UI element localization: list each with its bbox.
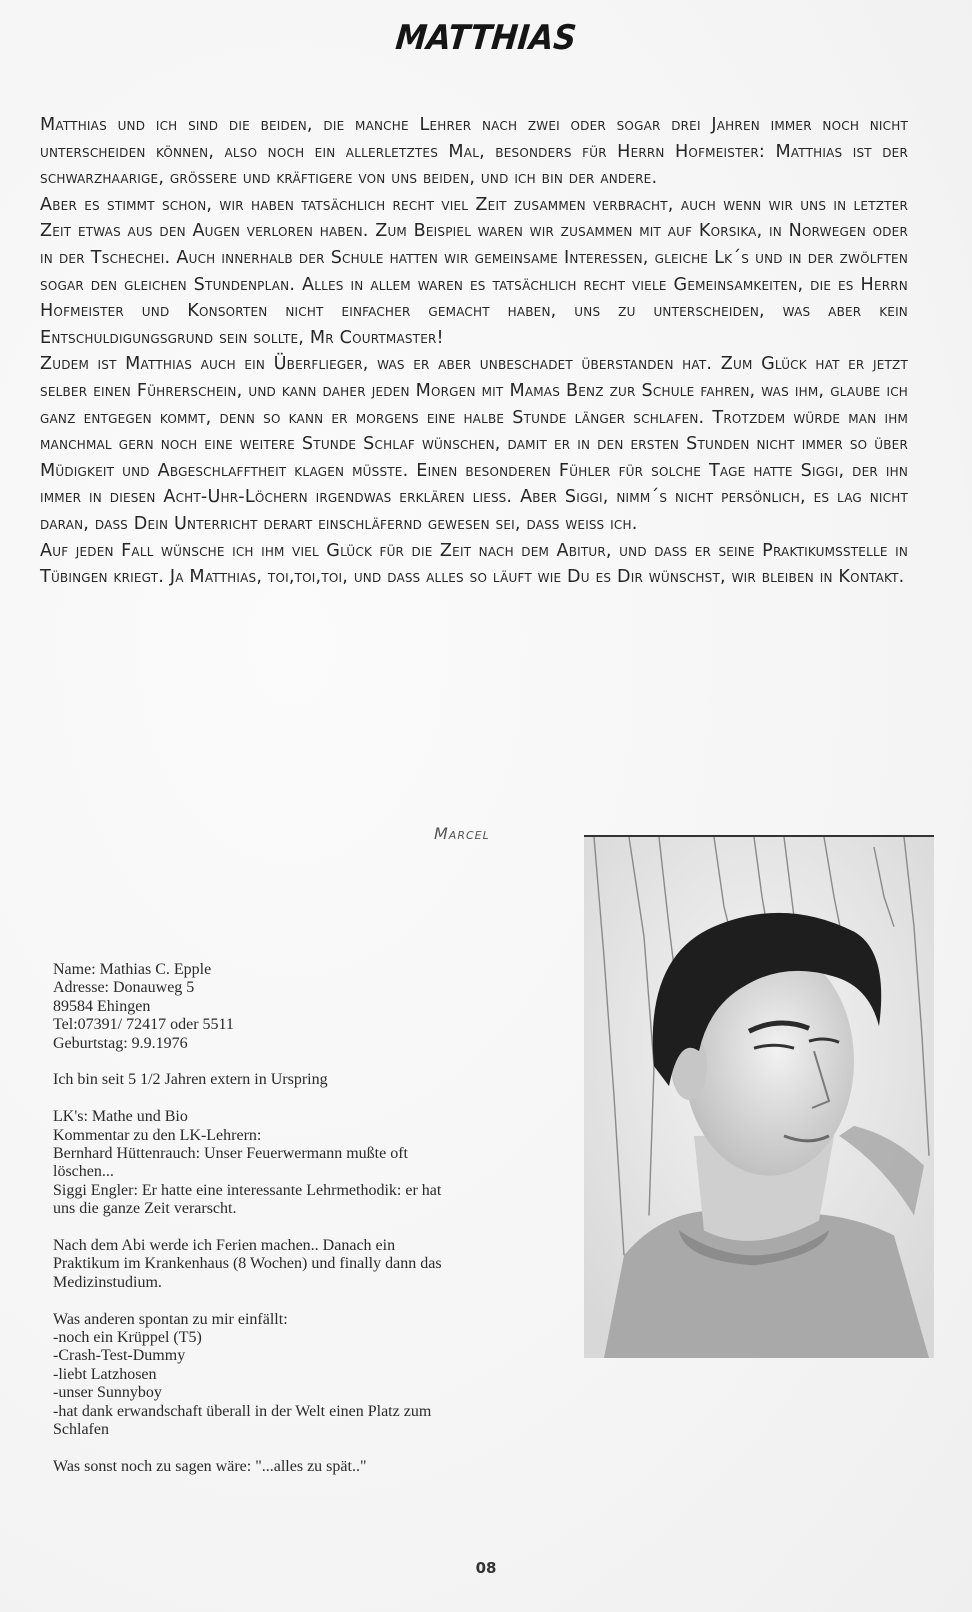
- profile-others-item: -Crash-Test-Dummy: [53, 1347, 186, 1365]
- essay-text: [40, 112, 908, 591]
- page-number: 08: [475, 1559, 497, 1577]
- page-title: MATTHIAS: [393, 18, 579, 58]
- profile-birthday: Geburtstag: 9.9.1976: [53, 1034, 188, 1052]
- spacer: [53, 1292, 553, 1310]
- profile-closing: Was sonst noch zu sagen wäre: "...alles zu spät..": [53, 1457, 367, 1475]
- profile-others-item: -unser Sunnyboy: [53, 1384, 162, 1402]
- portrait-illustration: [584, 837, 934, 1358]
- profile-others-item: Schlafen: [53, 1421, 109, 1439]
- essay-paragraph: Auf jeden Fall wünsche ich ihm viel Glück für die Zeit nach dem Abitur, und daß er seine Praktikumsstelle in Tübingen kriegt. Ja Matthias, toi,toi,toi, und daß alles so läuft wie Du es Dir wünschst, wir bleiben in Kontakt.: [40, 540, 908, 588]
- profile-comment: Bernhard Hüttenrauch: Unser Feuerwermann mußte oft: [53, 1145, 408, 1163]
- profile-comment: löschen...: [53, 1163, 114, 1181]
- essay-paragraph: Zudem ist Matthias auch ein Überflieger, was er aber unbeschadet überstanden hat. Zum Glück hat er jetzt selber einen Führerschein, und kann daher jeden Morgen mit Mamas Benz zur Schule fahren, was ihm, glaube ich ganz entgegen kommt, denn so kann er morgens eine halbe Stunde länger schlafen. Trotzdem würde man ihm manchmal gern noch eine weitere Stunde Schlaf wünschen, damit er in den ersten Stunden nicht immer so über Müdigkeit und Abgeschlafftheit klagen müsste. Einen besonderen Fühler für solche Tage hatte Siggi, der ihn immer in diesen Acht-Uhr-Löchern irgendwas erklären ließ. Aber Siggi, nimm´s nicht persönlich, es lag nicht daran, daß Dein Unterricht derart einschläfernd gewesen sei, daß weiß ich.: [40, 354, 908, 534]
- profile-phone: Tel:07391/ 72417 oder 5511: [53, 1016, 234, 1034]
- essay-paragraph: Aber es stimmt schon, wir haben tatsächlich recht viel Zeit zusammen verbracht, auch wenn wir uns in letzter Zeit etwas aus den Augen verloren haben. Zum Beispiel waren wir zusammen mit auf Korsika, in Norwegen oder in der Tschechei. Auch innerhalb der Schule hatten wir gemeinsame Interessen, gleiche Lk´s und in der zwölften sogar den gleichen Stundenplan. Alles in allem waren es tatsächlich recht viele Gemeinsamkeiten, die es Herrn Hofmeister und Konsorten nicht einfacher gemacht haben, uns zu unterscheiden, was aber kein Entschuldigungsgrund sein sollte, Mr Courtmaster!: [40, 194, 908, 348]
- profile-city: 89584 Ehingen: [53, 997, 151, 1015]
- profile-others-item: -liebt Latzhosen: [53, 1365, 157, 1383]
- spacer: [53, 1053, 553, 1071]
- essay-signature: Marcel: [434, 824, 490, 843]
- profile-extern: Ich bin seit 5 1/2 Jahren extern in Urspring: [53, 1071, 328, 1089]
- profile-lks: LK's: Mathe und Bio: [53, 1108, 188, 1126]
- portrait-photo: [584, 835, 934, 1358]
- profile-comment: uns die ganze Zeit verarscht.: [53, 1200, 237, 1218]
- profile-others-item: -hat dank erwandschaft überall in der Welt einen Platz zum: [53, 1402, 432, 1420]
- profile-comment-heading: Kommentar zu den LK-Lehrern:: [53, 1126, 262, 1144]
- spacer: [53, 1440, 553, 1458]
- profile-plans: Praktikum im Krankenhaus (8 Wochen) und finally dann das: [53, 1255, 442, 1273]
- spacer: [53, 1090, 553, 1108]
- essay-paragraph: Matthias und ich sind die beiden, die manche Lehrer nach zwei oder sogar drei Jahren immer noch nicht unterscheiden können, also noch ein allerletztes Mal, besonders für Herrn Hofmeister: Matthias ist der schwarzhaarige, größere und kräftigere von uns beiden, und ich bin der andere.: [40, 115, 908, 189]
- profile-others-item: -noch ein Krüppel (T5): [53, 1329, 202, 1347]
- profile-comment: Siggi Engler: Er hatte eine interessante Lehrmethodik: er hat: [53, 1181, 442, 1199]
- profile-others-heading: Was anderen spontan zu mir einfällt:: [53, 1310, 288, 1328]
- profile-name: Name: Mathias C. Epple: [53, 961, 212, 978]
- spacer: [53, 1219, 553, 1237]
- profile-address: Adresse: Donauweg 5: [53, 979, 195, 997]
- profile-plans: Nach dem Abi werde ich Ferien machen.. Danach ein: [53, 1237, 396, 1255]
- profile-info: [53, 961, 553, 1476]
- profile-plans: Medizinstudium.: [53, 1273, 162, 1291]
